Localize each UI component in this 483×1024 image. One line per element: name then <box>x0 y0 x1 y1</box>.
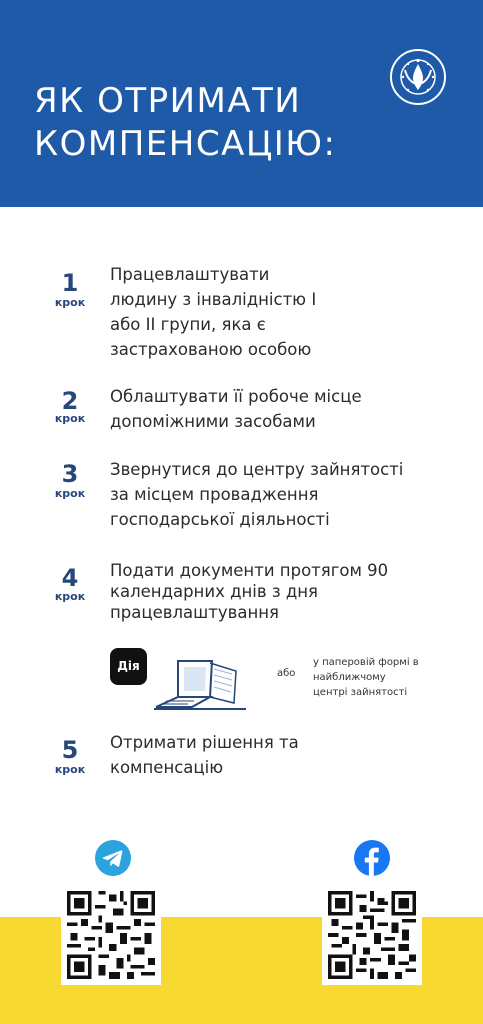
laptop-icon <box>150 655 250 713</box>
step-number: 4 <box>61 564 79 592</box>
diia-app-icon: Дія <box>110 648 147 685</box>
step-text: Подати документи протягом 90 календарних днів з дня працевлаштування <box>110 561 389 622</box>
title-line-1: ЯК ОТРИМАТИ <box>34 81 302 121</box>
step-word: крок <box>54 412 86 425</box>
page-title <box>34 80 394 166</box>
step-text: Отримати рішення та компенсацію <box>110 733 299 777</box>
step-text: Звернутися до центру зайнятості за місцем провадження господарської діяльності <box>110 460 404 529</box>
header-banner <box>0 0 483 207</box>
step-number: 5 <box>61 736 79 764</box>
step-word: крок <box>54 763 86 776</box>
step-number: 3 <box>61 460 79 488</box>
step-word: крок <box>54 590 86 603</box>
step-word: крок <box>54 296 86 309</box>
step-number: 2 <box>61 387 79 415</box>
step-text: Працевлаштувати людину з інвалідністю І або ІІ групи, яка є застрахованою особою <box>110 265 317 359</box>
step-text: Облаштувати її робоче місце допоміжними засобами <box>110 387 362 431</box>
telegram-icon[interactable] <box>95 840 131 876</box>
title-line-2: КОМПЕНСАЦІЮ: <box>34 124 337 164</box>
paper-form-note: у паперовій формі в найближчому центрі зайнятості <box>313 657 419 698</box>
facebook-icon[interactable] <box>354 840 390 876</box>
step-word: крок <box>54 487 86 500</box>
or-label: або <box>277 668 296 679</box>
step-number: 1 <box>61 269 79 297</box>
telegram-qr-code <box>61 885 161 985</box>
facebook-qr-code <box>322 885 422 985</box>
employment-service-logo <box>389 48 447 106</box>
